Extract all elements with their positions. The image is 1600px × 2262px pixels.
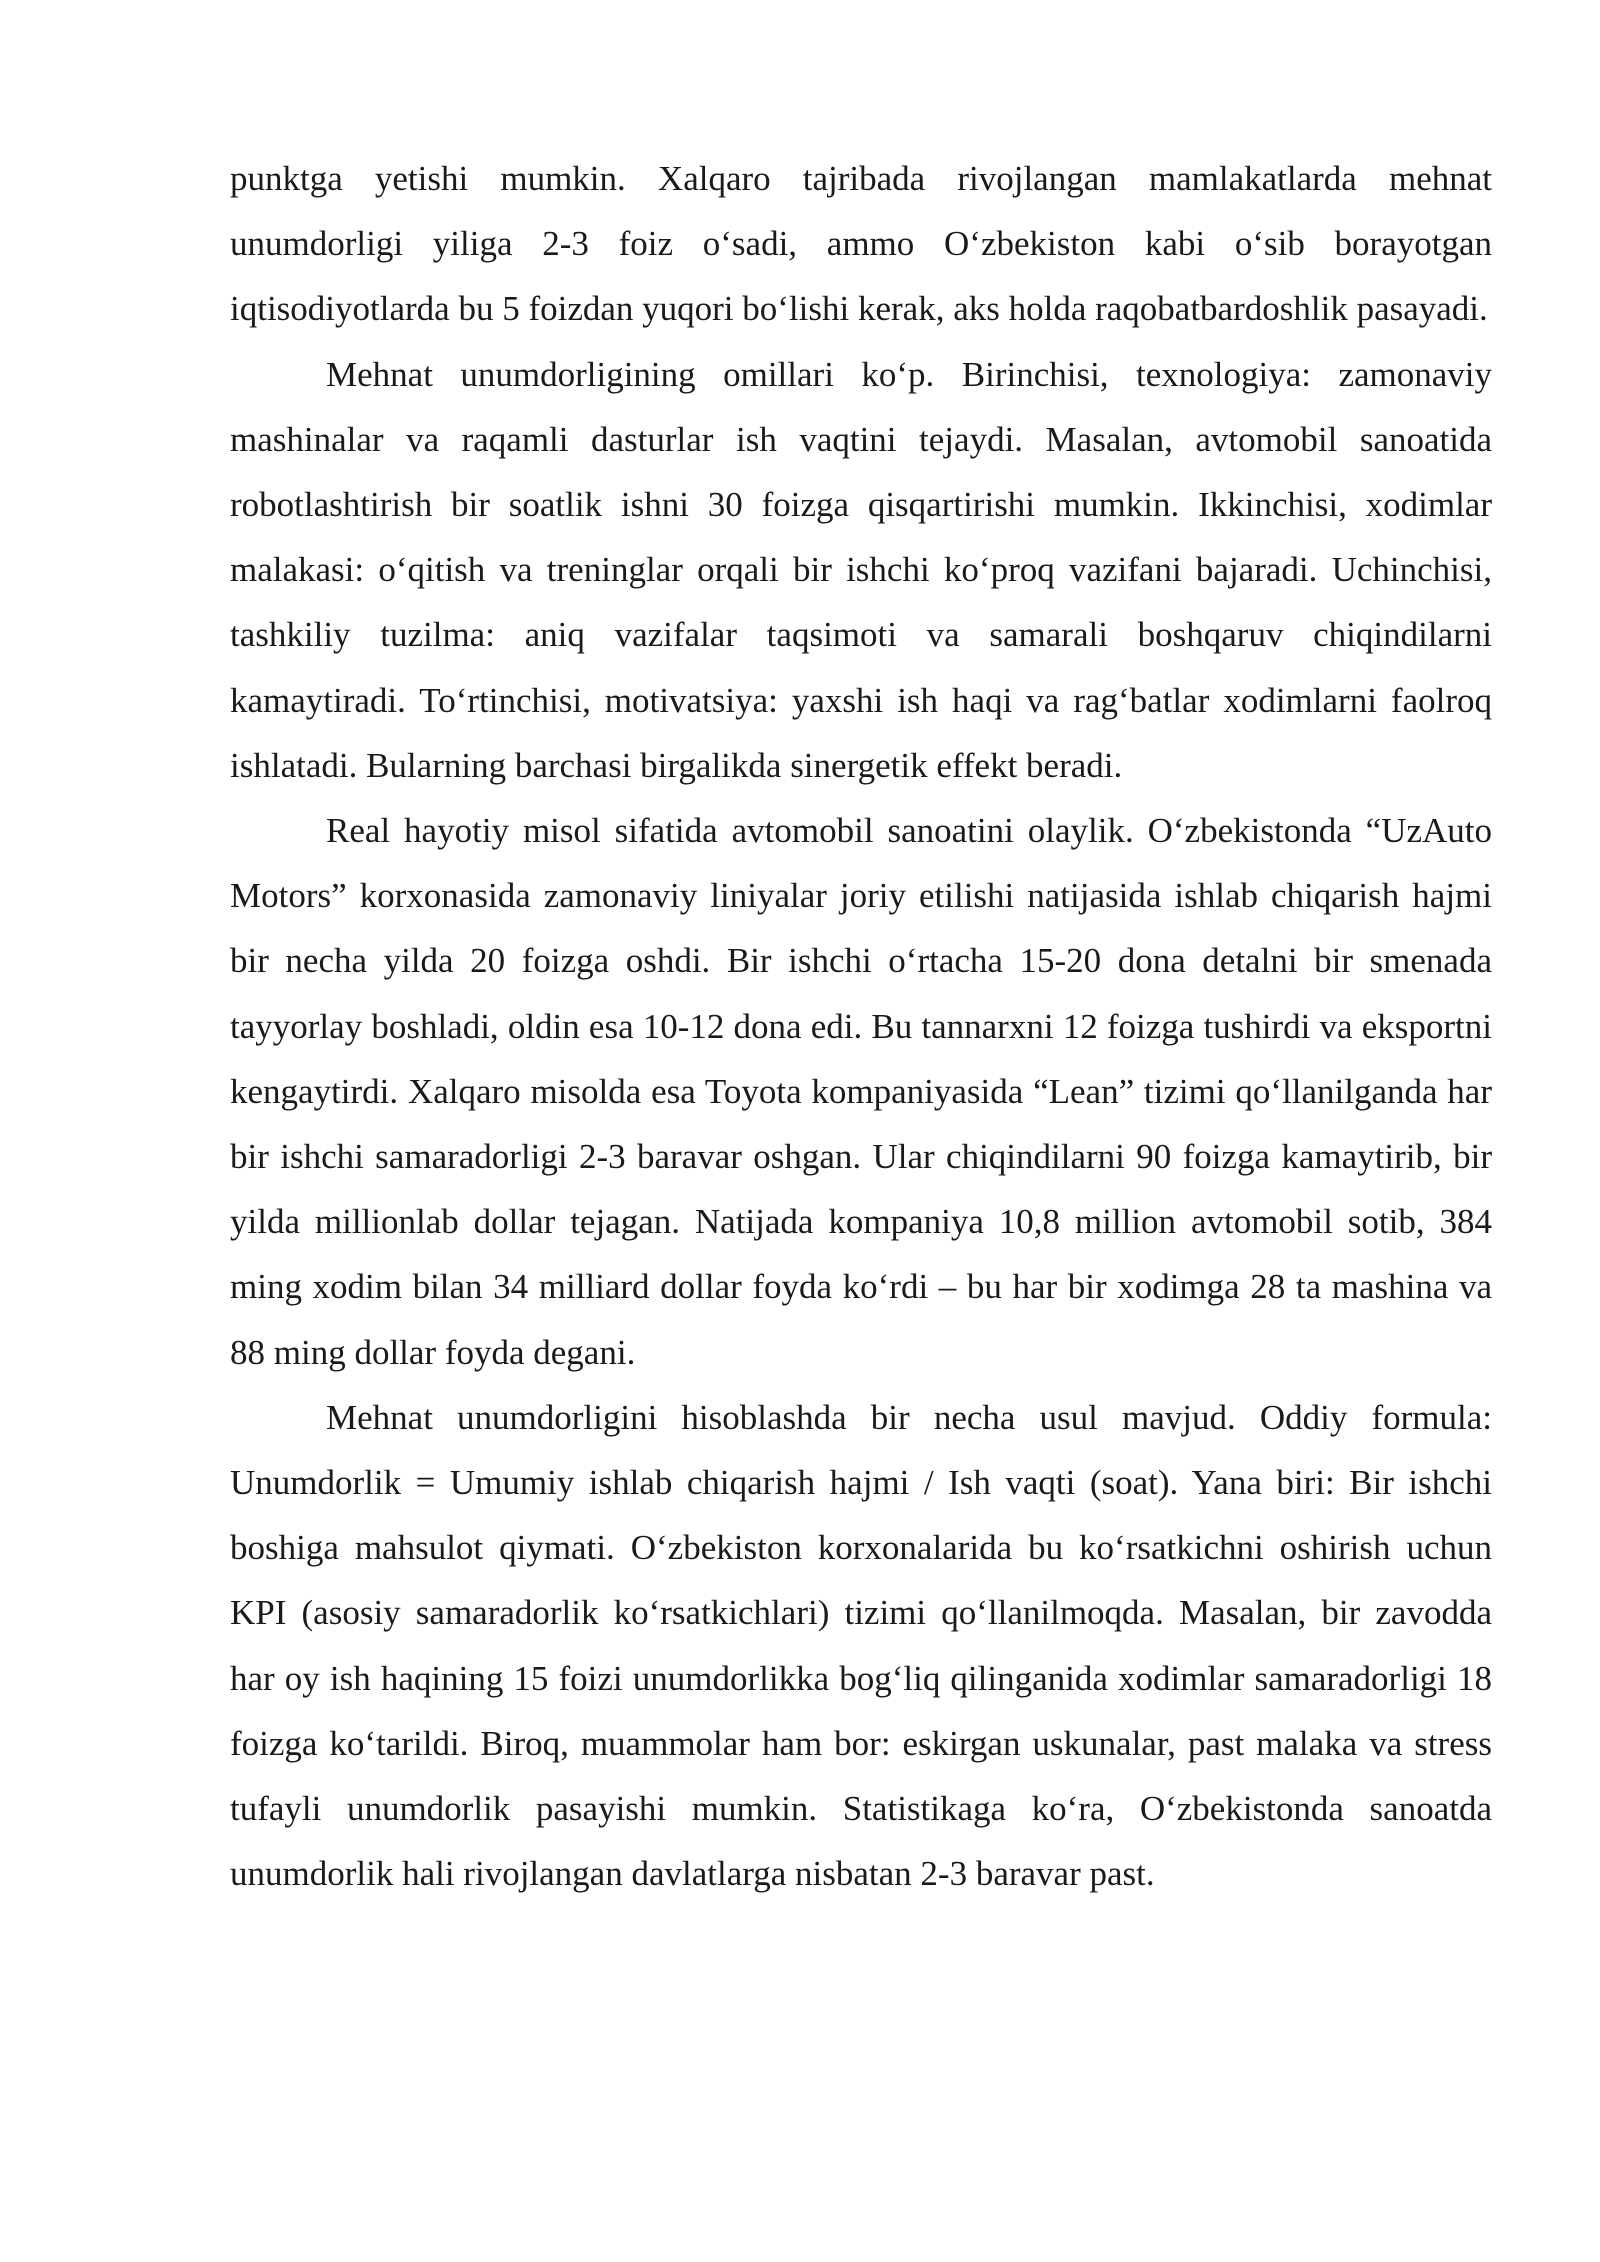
paragraph-automotive-example: Real hayotiy misol sifatida avtomobil sanoatini olaylik. O‘zbekistonda “UzAuto Motors” korxonasida zamonaviy liniyalar joriy etilishi natijasida ishlab chiqarish hajmi bir necha yilda 20 foizga oshdi. Bir ishchi o‘rtacha 15-20 dona detalni bir smenada tayyorlay boshladi, oldin esa 10-12 dona edi. Bu tannarxni 12 foizga tushirdi va eksportni kengaytirdi. Xalqaro misolda esa Toyota kompaniyasida “Lean” tizimi qo‘llanilganda har bir ishchi samaradorligi 2-3 baravar oshgan. Ular chiqindilarni 90 foizga kamaytirib, bir yilda millionlab dollar tejagan. Natijada kompaniya 10,8 million avtomobil sotib, 384 ming xodim bilan 34 milliard dollar foyda ko‘rdi – bu har bir xodimga 28 ta mashina va 88 ming dollar foyda degani. [230,811,1492,1372]
paragraph-productivity-factors: Mehnat unumdorligining omillari ko‘p. Birinchisi, texnologiya: zamonaviy mashinalar va raqamli dasturlar ish vaqtini tejaydi. Masalan, avtomobil sanoatida robotlashtirish bir soatlik ishni 30 foizga qisqartirishi mumkin. Ikkinchisi, xodimlar malakasi: o‘qitish va treninglar orqali bir ishchi ko‘proq vazifani bajaradi. Uchinchisi, tashkiliy tuzilma: aniq vazifalar taqsimoti va samarali boshqaruv chiqindilarni kamaytiradi. To‘rtinchisi, motivatsiya: yaxshi ish haqi va rag‘batlar xodimlarni faolroq ishlatadi. Bularning barchasi birgalikda sinergetik effekt beradi. [230,354,1492,785]
document-body [230,146,1492,1906]
paragraph-continuation: punktga yetishi mumkin. Xalqaro tajribada rivojlangan mamlakatlarda mehnat unumdorligi yiliga 2-3 foiz o‘sadi, ammo O‘zbekiston kabi o‘sib borayotgan iqtisodiyotlarda bu 5 foizdan yuqori bo‘lishi kerak, aks holda raqobatbardoshlik pasayadi. [230,159,1492,329]
paragraph-calculation-methods: Mehnat unumdorligini hisoblashda bir necha usul mavjud. Oddiy formula: Unumdorlik = Umumiy ishlab chiqarish hajmi / Ish vaqti (soat). Yana biri: Bir ishchi boshiga mahsulot qiymati. O‘zbekiston korxonalarida bu ko‘rsatkichni oshirish uchun KPI (asosiy samaradorlik ko‘rsatkichlari) tizimi qo‘llanilmoqda. Masalan, bir zavodda har oy ish haqining 15 foizi unumdorlikka bog‘liq qilinganida xodimlar samaradorligi 18 foizga ko‘tarildi. Biroq, muammolar ham bor: eskirgan uskunalar, past malaka va stress tufayli unumdorlik pasayishi mumkin. Statistikaga ko‘ra, O‘zbekistonda sanoatda unumdorlik hali rivojlangan davlatlarga nisbatan 2-3 baravar past. [230,1397,1492,1894]
